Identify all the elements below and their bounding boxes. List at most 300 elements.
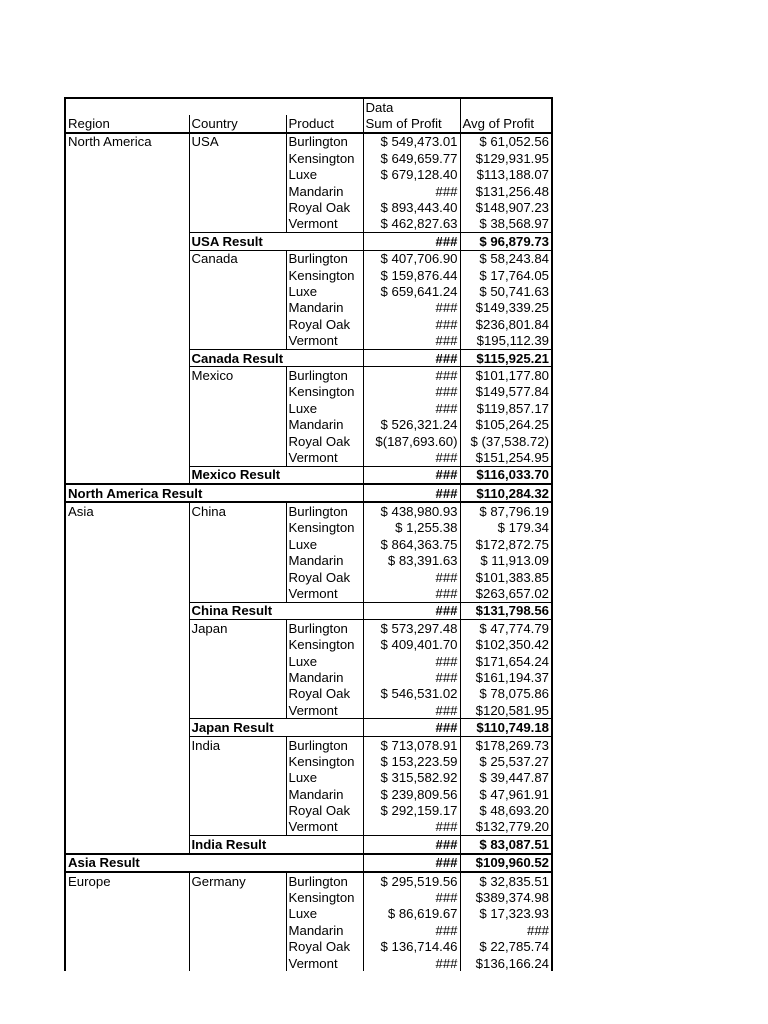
country-cell	[189, 753, 286, 769]
sum-of-profit-cell[interactable]: ###	[363, 316, 460, 332]
country-cell	[189, 786, 286, 802]
avg-of-profit-cell[interactable]: $102,350.42	[460, 637, 552, 653]
table-row	[65, 637, 552, 653]
avg-of-profit-cell[interactable]: $101,177.80	[460, 367, 552, 384]
avg-of-profit-cell[interactable]: $ 11,913.09	[460, 553, 552, 569]
product-cell[interactable]: Kensington	[286, 150, 363, 166]
product-cell[interactable]: Luxe	[286, 906, 363, 922]
country-result-label: India Result	[189, 836, 363, 854]
avg-of-profit-cell[interactable]: $110,284.32	[460, 484, 552, 502]
sum-of-profit-cell[interactable]: $ 409,401.70	[363, 637, 460, 653]
region-cell	[65, 889, 189, 905]
product-cell[interactable]: Luxe	[286, 400, 363, 416]
table-row	[65, 216, 552, 233]
product-cell[interactable]: Mandarin	[286, 300, 363, 316]
region-cell	[65, 536, 189, 552]
avg-of-profit-cell[interactable]: $115,925.21	[460, 349, 552, 366]
avg-of-profit-cell[interactable]: $ 25,537.27	[460, 753, 552, 769]
product-cell[interactable]: Mandarin	[286, 669, 363, 685]
table-row	[65, 770, 552, 786]
sum-of-profit-cell[interactable]: $ 407,706.90	[363, 250, 460, 267]
product-cell[interactable]: Luxe	[286, 283, 363, 299]
country-cell	[189, 433, 286, 449]
product-cell[interactable]: Vermont	[286, 216, 363, 233]
table-row	[65, 702, 552, 719]
sum-of-profit-cell[interactable]: ###	[363, 854, 460, 872]
region-cell	[65, 367, 189, 384]
region-cell	[65, 150, 189, 166]
table-row	[65, 906, 552, 922]
table-row	[65, 736, 552, 753]
sum-of-profit-cell[interactable]: ###	[363, 183, 460, 199]
sum-of-profit-cell[interactable]: $ 83,391.63	[363, 553, 460, 569]
product-cell[interactable]: Mandarin	[286, 416, 363, 432]
country-result-row	[65, 349, 552, 366]
avg-of-profit-cell[interactable]: $161,194.37	[460, 669, 552, 685]
country-cell	[189, 686, 286, 702]
region-cell	[65, 906, 189, 922]
sum-of-profit-cell[interactable]: $ 573,297.48	[363, 620, 460, 637]
region-header[interactable]: Region	[65, 115, 189, 132]
sum-of-profit-cell[interactable]: ###	[363, 669, 460, 685]
country-cell	[189, 536, 286, 552]
region-cell	[65, 520, 189, 536]
product-cell[interactable]: Royal Oak	[286, 686, 363, 702]
country-cell	[189, 400, 286, 416]
region-cell	[65, 400, 189, 416]
product-cell[interactable]: Kensington	[286, 753, 363, 769]
country-cell	[189, 906, 286, 922]
country-cell[interactable]: Germany	[189, 872, 286, 889]
product-cell[interactable]: Royal Oak	[286, 316, 363, 332]
table-row	[65, 553, 552, 569]
avg-of-profit-cell[interactable]: $195,112.39	[460, 332, 552, 349]
sum-of-profit-cell[interactable]: $ 679,128.40	[363, 167, 460, 183]
table-row	[65, 267, 552, 283]
sum-of-profit-cell[interactable]: ###	[363, 836, 460, 854]
product-cell[interactable]: Vermont	[286, 702, 363, 719]
region-cell	[65, 836, 189, 854]
table-row	[65, 316, 552, 332]
country-result-label: Japan Result	[189, 719, 363, 736]
product-cell[interactable]: Luxe	[286, 167, 363, 183]
product-cell[interactable]: Burlington	[286, 736, 363, 753]
country-cell[interactable]: USA	[189, 133, 286, 150]
product-cell[interactable]: Kensington	[286, 384, 363, 400]
country-result-label: China Result	[189, 602, 363, 619]
country-cell	[189, 637, 286, 653]
table-row	[65, 889, 552, 905]
pivot-table	[64, 97, 553, 971]
avg-of-profit-cell[interactable]: $131,256.48	[460, 183, 552, 199]
avg-of-profit-cell[interactable]: $ 38,568.97	[460, 216, 552, 233]
table-row	[65, 955, 552, 971]
region-cell	[65, 753, 189, 769]
avg-of-profit-cell[interactable]: $109,960.52	[460, 854, 552, 872]
region-cell[interactable]: Asia	[65, 502, 189, 519]
product-cell[interactable]: Royal Oak	[286, 939, 363, 955]
avg-of-profit-cell[interactable]: $105,264.25	[460, 416, 552, 432]
table-row	[65, 686, 552, 702]
region-cell	[65, 349, 189, 366]
region-result-row	[65, 854, 552, 872]
table-row	[65, 585, 552, 602]
avg-of-profit-cell[interactable]: $ 96,879.73	[460, 233, 552, 250]
country-header[interactable]: Country	[189, 115, 286, 132]
pivot-table-sheet	[64, 97, 553, 971]
sum-of-profit-header[interactable]: Sum of Profit	[363, 115, 460, 132]
country-result-row	[65, 602, 552, 619]
table-row	[65, 536, 552, 552]
region-cell	[65, 233, 189, 250]
sum-of-profit-cell[interactable]: $(187,693.60)	[363, 433, 460, 449]
avg-of-profit-cell[interactable]: $389,374.98	[460, 889, 552, 905]
country-cell	[189, 183, 286, 199]
avg-of-profit-cell[interactable]: $149,339.25	[460, 300, 552, 316]
table-row	[65, 753, 552, 769]
country-cell	[189, 216, 286, 233]
region-cell	[65, 802, 189, 818]
region-cell	[65, 569, 189, 585]
avg-of-profit-cell[interactable]: $ 50,741.63	[460, 283, 552, 299]
sum-of-profit-cell[interactable]: ###	[363, 602, 460, 619]
avg-of-profit-cell[interactable]: $ 179.34	[460, 520, 552, 536]
region-result-label: North America Result	[65, 484, 363, 502]
product-cell[interactable]: Burlington	[286, 250, 363, 267]
avg-of-profit-cell[interactable]: $ 48,693.20	[460, 802, 552, 818]
region-cell	[65, 770, 189, 786]
country-cell	[189, 569, 286, 585]
region-cell	[65, 686, 189, 702]
product-cell[interactable]: Mandarin	[286, 786, 363, 802]
region-cell	[65, 620, 189, 637]
sum-of-profit-cell[interactable]: ###	[363, 819, 460, 836]
product-cell[interactable]: Burlington	[286, 133, 363, 150]
country-cell	[189, 889, 286, 905]
country-cell	[189, 384, 286, 400]
table-row	[65, 167, 552, 183]
sum-of-profit-cell[interactable]: $ 713,078.91	[363, 736, 460, 753]
avg-of-profit-cell[interactable]: $236,801.84	[460, 316, 552, 332]
sum-of-profit-cell[interactable]: ###	[363, 449, 460, 466]
sum-of-profit-cell[interactable]: $ 462,827.63	[363, 216, 460, 233]
region-cell	[65, 183, 189, 199]
country-cell	[189, 770, 286, 786]
sum-of-profit-cell[interactable]: ###	[363, 233, 460, 250]
pivot-table-body	[65, 98, 552, 971]
avg-of-profit-cell[interactable]: $ 32,835.51	[460, 872, 552, 889]
avg-of-profit-cell[interactable]: $263,657.02	[460, 585, 552, 602]
avg-of-profit-cell[interactable]: $151,254.95	[460, 449, 552, 466]
avg-of-profit-cell[interactable]: $172,872.75	[460, 536, 552, 552]
region-cell	[65, 669, 189, 685]
country-cell	[189, 520, 286, 536]
region-cell	[65, 449, 189, 466]
country-cell	[189, 167, 286, 183]
avg-of-profit-cell[interactable]: $132,779.20	[460, 819, 552, 836]
sum-of-profit-cell[interactable]: $ 893,443.40	[363, 199, 460, 215]
data-header-row	[65, 98, 552, 115]
table-row	[65, 669, 552, 685]
region-cell	[65, 250, 189, 267]
region-cell	[65, 819, 189, 836]
region-cell[interactable]: North America	[65, 133, 189, 150]
avg-of-profit-cell[interactable]: $ 83,087.51	[460, 836, 552, 854]
region-result-label: Asia Result	[65, 854, 363, 872]
table-row	[65, 183, 552, 199]
sum-of-profit-cell[interactable]: ###	[363, 719, 460, 736]
product-cell[interactable]: Vermont	[286, 585, 363, 602]
sum-of-profit-cell[interactable]: ###	[363, 702, 460, 719]
region-cell[interactable]: Europe	[65, 872, 189, 889]
data-field-label[interactable]: Data	[363, 98, 460, 115]
sum-of-profit-cell[interactable]: ###	[363, 889, 460, 905]
avg-of-profit-cell[interactable]: $ 47,961.91	[460, 786, 552, 802]
avg-of-profit-cell[interactable]: $ (37,538.72)	[460, 433, 552, 449]
country-result-row	[65, 466, 552, 484]
country-result-row	[65, 836, 552, 854]
country-cell	[189, 669, 286, 685]
product-cell[interactable]: Mandarin	[286, 922, 363, 938]
data-field-blank	[460, 98, 552, 115]
region-cell	[65, 332, 189, 349]
region-cell	[65, 922, 189, 938]
country-cell	[189, 449, 286, 466]
avg-of-profit-cell[interactable]: $171,654.24	[460, 653, 552, 669]
country-cell	[189, 585, 286, 602]
table-row	[65, 300, 552, 316]
sum-of-profit-cell[interactable]: $ 438,980.93	[363, 502, 460, 519]
country-result-row	[65, 719, 552, 736]
avg-of-profit-cell[interactable]: $149,577.84	[460, 384, 552, 400]
product-cell[interactable]: Burlington	[286, 872, 363, 889]
avg-of-profit-cell[interactable]: $178,269.73	[460, 736, 552, 753]
country-cell	[189, 922, 286, 938]
product-cell[interactable]: Royal Oak	[286, 199, 363, 215]
avg-of-profit-cell[interactable]: $ 22,785.74	[460, 939, 552, 955]
avg-of-profit-cell[interactable]: $ 17,323.93	[460, 906, 552, 922]
product-header[interactable]: Product	[286, 115, 363, 132]
table-row	[65, 653, 552, 669]
table-row	[65, 786, 552, 802]
region-cell	[65, 585, 189, 602]
country-cell	[189, 300, 286, 316]
avg-of-profit-cell[interactable]: $ 58,243.84	[460, 250, 552, 267]
region-cell	[65, 702, 189, 719]
avg-of-profit-cell[interactable]: $116,033.70	[460, 466, 552, 484]
table-row	[65, 433, 552, 449]
region-cell	[65, 602, 189, 619]
country-cell	[189, 819, 286, 836]
table-row	[65, 367, 552, 384]
table-row	[65, 400, 552, 416]
table-row	[65, 332, 552, 349]
country-cell[interactable]: Japan	[189, 620, 286, 637]
sum-of-profit-cell[interactable]: $ 159,876.44	[363, 267, 460, 283]
sum-of-profit-cell[interactable]: $ 136,714.46	[363, 939, 460, 955]
table-row	[65, 283, 552, 299]
sum-of-profit-cell[interactable]: $ 1,255.38	[363, 520, 460, 536]
region-cell	[65, 553, 189, 569]
country-cell	[189, 316, 286, 332]
table-row	[65, 199, 552, 215]
avg-of-profit-cell[interactable]: $119,857.17	[460, 400, 552, 416]
avg-of-profit-cell[interactable]: $148,907.23	[460, 199, 552, 215]
product-cell[interactable]: Kensington	[286, 520, 363, 536]
product-cell[interactable]: Burlington	[286, 502, 363, 519]
sum-of-profit-cell[interactable]: $ 649,659.77	[363, 150, 460, 166]
country-cell[interactable]: Mexico	[189, 367, 286, 384]
sum-of-profit-cell[interactable]: ###	[363, 922, 460, 938]
column-header-row	[65, 115, 552, 132]
product-cell[interactable]: Kensington	[286, 889, 363, 905]
country-cell	[189, 939, 286, 955]
avg-of-profit-cell[interactable]: $129,931.95	[460, 150, 552, 166]
country-cell	[189, 283, 286, 299]
avg-of-profit-cell[interactable]: $ 17,764.05	[460, 267, 552, 283]
region-cell	[65, 736, 189, 753]
country-cell	[189, 199, 286, 215]
country-cell[interactable]: India	[189, 736, 286, 753]
sum-of-profit-cell[interactable]: ###	[363, 367, 460, 384]
avg-of-profit-cell[interactable]: $120,581.95	[460, 702, 552, 719]
avg-of-profit-cell[interactable]: ###	[460, 922, 552, 938]
avg-of-profit-cell[interactable]: $131,798.56	[460, 602, 552, 619]
table-row	[65, 569, 552, 585]
region-cell	[65, 939, 189, 955]
region-cell	[65, 267, 189, 283]
product-cell[interactable]: Vermont	[286, 955, 363, 971]
region-cell	[65, 300, 189, 316]
product-cell[interactable]: Luxe	[286, 770, 363, 786]
sum-of-profit-cell[interactable]: ###	[363, 300, 460, 316]
country-result-row	[65, 233, 552, 250]
table-row	[65, 502, 552, 519]
region-result-row	[65, 484, 552, 502]
table-row	[65, 819, 552, 836]
country-cell[interactable]: China	[189, 502, 286, 519]
table-row	[65, 922, 552, 938]
sum-of-profit-cell[interactable]: ###	[363, 484, 460, 502]
avg-of-profit-cell[interactable]: $ 87,796.19	[460, 502, 552, 519]
sum-of-profit-cell[interactable]: ###	[363, 384, 460, 400]
product-cell[interactable]: Luxe	[286, 653, 363, 669]
region-cell	[65, 637, 189, 653]
sum-of-profit-cell[interactable]: $ 86,619.67	[363, 906, 460, 922]
product-cell[interactable]: Burlington	[286, 620, 363, 637]
region-cell	[65, 384, 189, 400]
region-cell	[65, 199, 189, 215]
table-row	[65, 872, 552, 889]
product-cell[interactable]: Vermont	[286, 332, 363, 349]
table-row	[65, 384, 552, 400]
country-cell[interactable]: Canada	[189, 250, 286, 267]
table-row	[65, 416, 552, 432]
table-row	[65, 520, 552, 536]
product-cell[interactable]: Luxe	[286, 536, 363, 552]
table-row	[65, 802, 552, 818]
sum-of-profit-cell[interactable]: ###	[363, 955, 460, 971]
country-result-label: Mexico Result	[189, 466, 363, 484]
product-cell[interactable]: Burlington	[286, 367, 363, 384]
sum-of-profit-cell[interactable]: $ 659,641.24	[363, 283, 460, 299]
region-cell	[65, 167, 189, 183]
country-cell	[189, 553, 286, 569]
table-row	[65, 250, 552, 267]
sum-of-profit-cell[interactable]: ###	[363, 466, 460, 484]
product-cell[interactable]: Mandarin	[286, 553, 363, 569]
table-row	[65, 133, 552, 150]
product-cell[interactable]: Royal Oak	[286, 802, 363, 818]
region-cell	[65, 955, 189, 971]
sum-of-profit-cell[interactable]: ###	[363, 653, 460, 669]
region-cell	[65, 316, 189, 332]
region-cell	[65, 283, 189, 299]
sum-of-profit-cell[interactable]: $ 546,531.02	[363, 686, 460, 702]
table-row	[65, 449, 552, 466]
region-cell	[65, 216, 189, 233]
country-cell	[189, 150, 286, 166]
region-cell	[65, 719, 189, 736]
country-result-label: USA Result	[189, 233, 363, 250]
sum-of-profit-cell[interactable]: $ 526,321.24	[363, 416, 460, 432]
sum-of-profit-cell[interactable]: $ 864,363.75	[363, 536, 460, 552]
avg-of-profit-cell[interactable]: $ 78,075.86	[460, 686, 552, 702]
table-row	[65, 939, 552, 955]
country-cell	[189, 702, 286, 719]
sum-of-profit-cell[interactable]: $ 292,159.17	[363, 802, 460, 818]
table-row	[65, 620, 552, 637]
region-cell	[65, 653, 189, 669]
avg-of-profit-cell[interactable]: $101,383.85	[460, 569, 552, 585]
product-cell[interactable]: Kensington	[286, 267, 363, 283]
avg-of-profit-header[interactable]: Avg of Profit	[460, 115, 552, 132]
sum-of-profit-cell[interactable]: ###	[363, 400, 460, 416]
avg-of-profit-cell[interactable]: $ 39,447.87	[460, 770, 552, 786]
region-cell	[65, 416, 189, 432]
sum-of-profit-cell[interactable]: ###	[363, 349, 460, 366]
product-cell[interactable]: Vermont	[286, 819, 363, 836]
sum-of-profit-cell[interactable]: ###	[363, 569, 460, 585]
data-header-blank	[65, 98, 363, 115]
sum-of-profit-cell[interactable]: ###	[363, 332, 460, 349]
sum-of-profit-cell[interactable]: $ 549,473.01	[363, 133, 460, 150]
avg-of-profit-cell[interactable]: $113,188.07	[460, 167, 552, 183]
product-cell[interactable]: Royal Oak	[286, 569, 363, 585]
sum-of-profit-cell[interactable]: $ 295,519.56	[363, 872, 460, 889]
product-cell[interactable]: Mandarin	[286, 183, 363, 199]
avg-of-profit-cell[interactable]: $110,749.18	[460, 719, 552, 736]
product-cell[interactable]: Vermont	[286, 449, 363, 466]
country-result-label: Canada Result	[189, 349, 363, 366]
country-cell	[189, 955, 286, 971]
product-cell[interactable]: Kensington	[286, 637, 363, 653]
country-cell	[189, 332, 286, 349]
sum-of-profit-cell[interactable]: $ 153,223.59	[363, 753, 460, 769]
avg-of-profit-cell[interactable]: $136,166.24	[460, 955, 552, 971]
country-cell	[189, 267, 286, 283]
avg-of-profit-cell[interactable]: $ 61,052.56	[460, 133, 552, 150]
region-cell	[65, 786, 189, 802]
sum-of-profit-cell[interactable]: $ 315,582.92	[363, 770, 460, 786]
country-cell	[189, 802, 286, 818]
country-cell	[189, 416, 286, 432]
sum-of-profit-cell[interactable]: ###	[363, 585, 460, 602]
sum-of-profit-cell[interactable]: $ 239,809.56	[363, 786, 460, 802]
product-cell[interactable]: Royal Oak	[286, 433, 363, 449]
avg-of-profit-cell[interactable]: $ 47,774.79	[460, 620, 552, 637]
country-cell	[189, 653, 286, 669]
